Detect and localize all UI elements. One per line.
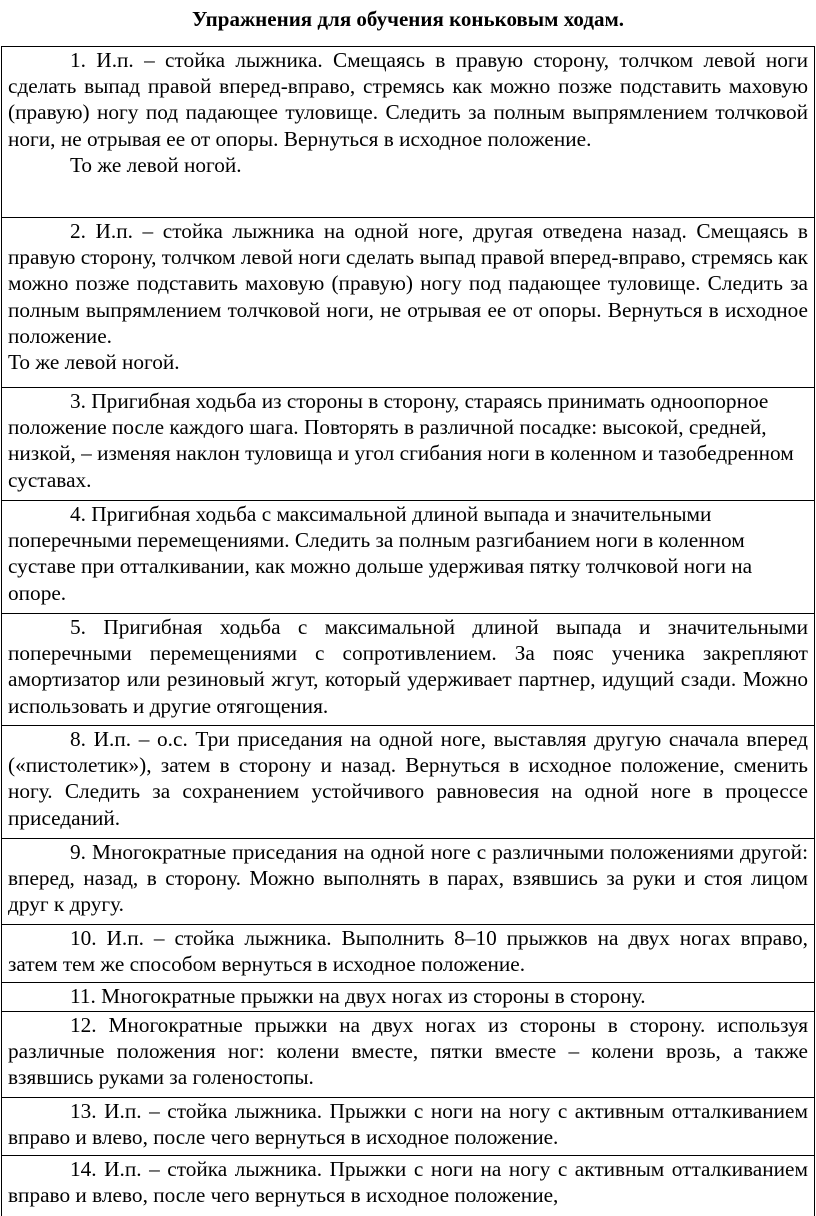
table-row (2, 983, 815, 1012)
exercise-text: 14. И.п. – стойка лыжника. Прыжки с ноги на ногу с активным отталкиванием вправо и влево, после чего вернуться в исходное положение, (8, 1157, 808, 1208)
table-row (2, 501, 815, 614)
exercise-cell-6 (2, 726, 815, 839)
exercise-text: 10. И.п. – стойка лыжника. Выполнить 8–10 прыжков на двух ногах вправо, затем тем же способом вернуться в исходное положение. (8, 926, 808, 977)
exercise-table (1, 46, 815, 1216)
exercise-text: 4. Пригибная ходьба с максимальной длиной выпада и значительными поперечными перемещениями. Следить за полным разгибанием ноги в коленном суставе при отталкивании, как можно дольше удерживая пятку толчковой ноги на опоре. (8, 502, 753, 605)
exercise-cell-9 (2, 983, 815, 1012)
table-row (2, 1156, 815, 1216)
exercise-cell-8 (2, 925, 815, 983)
exercise-text: 3. Пригибная ходьба из стороны в сторону, стараясь принимать одноопорное положение после каждого шага. Повторять в различной посадке: высокой, средней, низкой, – изменяя наклон туловища и угол сгибания ноги в коленном и тазобедренном суставах. (8, 389, 794, 492)
exercise-text: 1. И.п. – стойка лыжника. Смещаясь в правую сторону, толчком левой ноги сделать выпад правой вперед-вправо, стремясь как можно позже подставить маховую (правую) ногу под падающее туловище. Следить за полным выпрямлением толчковой ноги, не отрывая ее от опоры. Вернуться в исходное положение. (8, 48, 808, 151)
table-row (2, 1098, 815, 1156)
exercise-text: 8. И.п. – о.с. Три приседания на одной ноге, выставляя другую сначала вперед («пистолетик»), затем в сторону и назад. Вернуться в исходное положение, сменить ногу. Следить за сохранением устойчивого равновесия на одной ноге в процессе приседаний. (8, 727, 808, 830)
exercise-cell-1 (2, 47, 815, 218)
exercise-cell-7 (2, 839, 815, 925)
exercise-cell-5 (2, 614, 815, 726)
page-title: Упражнения для обучения коньковым ходам. (191, 7, 624, 31)
exercise-text: 13. И.п. – стойка лыжника. Прыжки с ноги на ногу с активным отталкиванием вправо и влево, после чего вернуться в исходное положение. (8, 1099, 808, 1150)
exercise-cell-12 (2, 1156, 815, 1216)
exercise-text: 11. Многократные прыжки на двух ногах из стороны в сторону. (70, 984, 646, 1008)
exercise-note: То же левой ногой. (70, 152, 242, 177)
table-row (2, 925, 815, 983)
table-row (2, 839, 815, 925)
table-row (2, 614, 815, 726)
exercise-cell-11 (2, 1098, 815, 1156)
table-row (2, 47, 815, 218)
exercise-note: То же левой ногой. (8, 350, 180, 375)
exercise-text: 9. Многократные приседания на одной ноге с различными положениями другой: вперед, назад, в сторону. Можно выполнять в парах, взявшись за руки и стоя лицом друг к другу. (8, 840, 808, 917)
table-row (2, 1012, 815, 1098)
exercise-text: 2. И.п. – стойка лыжника на одной ноге, другая отведена назад. Смещаясь в правую сторону, толчком левой ноги сделать выпад правой вперед-вправо, стремясь как можно позже подставить маховую (правую) ногу под падающее туловище. Следить за полным выпрямлением толчковой ноги, не отрывая ее от опоры. Вернуться в исходное положение. (8, 219, 808, 348)
table-row (2, 726, 815, 839)
exercise-cell-2 (2, 218, 815, 388)
exercise-cell-4 (2, 501, 815, 614)
exercise-text: 12. Многократные прыжки на двух ногах из стороны в сторону. используя различные положения ног: колени вместе, пятки вместе – колени врозь, а также взявшись руками за голеностопы. (8, 1013, 808, 1090)
exercise-cell-10 (2, 1012, 815, 1098)
table-row (2, 218, 815, 388)
table-row (2, 388, 815, 501)
exercise-cell-3 (2, 388, 815, 501)
exercise-text: 5. Пригибная ходьба с максимальной длиной выпада и значительными поперечными перемещениями с сопротивлением. За пояс ученика закрепляют амортизатор или резиновый жгут, который удерживает партнер, идущий сзади. Можно использовать и другие отягощения. (8, 615, 808, 718)
